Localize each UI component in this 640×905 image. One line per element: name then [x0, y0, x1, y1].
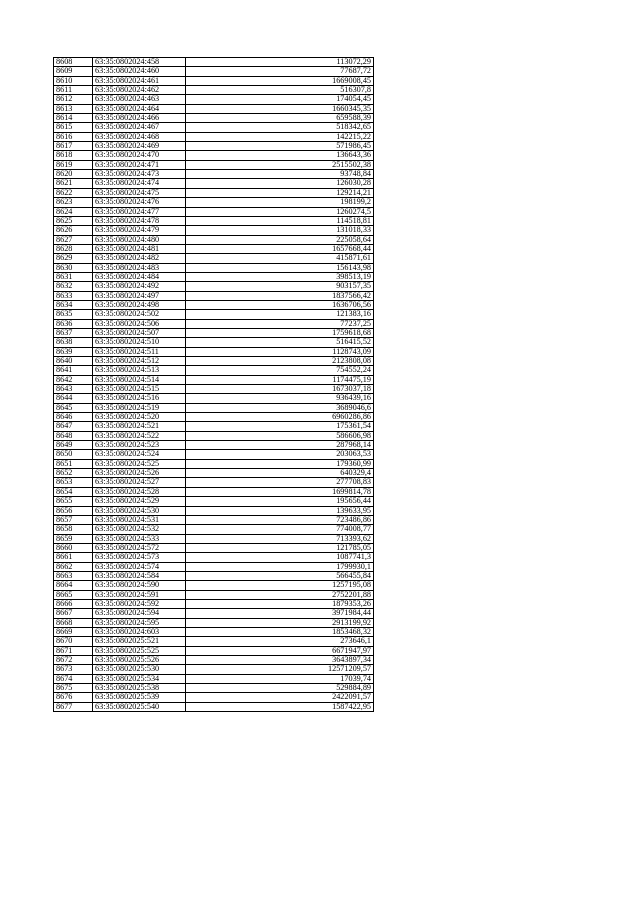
cadastral-number-cell: 63:35:0802025:539: [93, 693, 186, 702]
cadastral-number-cell: 63:35:0802024:460: [93, 67, 186, 76]
cadastral-number-cell: 63:35:0802024:514: [93, 375, 186, 384]
row-number-cell: 8662: [54, 562, 93, 571]
row-number-cell: 8676: [54, 693, 93, 702]
cadastral-number-cell: 63:35:0802024:573: [93, 553, 186, 562]
row-number-cell: 8649: [54, 441, 93, 450]
table-row: [54, 702, 374, 711]
row-number-cell: 8618: [54, 151, 93, 160]
row-number-cell: 8670: [54, 637, 93, 646]
value-cell: 6671947,97: [186, 646, 374, 655]
table-row: [54, 562, 374, 571]
table-row: [54, 160, 374, 169]
cadastral-number-cell: 63:35:0802024:469: [93, 142, 186, 151]
value-cell: 6960286,86: [186, 413, 374, 422]
table-row: [54, 319, 374, 328]
row-number-cell: 8634: [54, 300, 93, 309]
table-row: [54, 76, 374, 85]
value-cell: 1087741,3: [186, 553, 374, 562]
table-row: [54, 114, 374, 123]
row-number-cell: 8622: [54, 188, 93, 197]
value-cell: 659588,39: [186, 114, 374, 123]
cadastral-number-cell: 63:35:0802024:511: [93, 347, 186, 356]
cadastral-number-cell: 63:35:0802025:540: [93, 702, 186, 711]
value-cell: 174054,45: [186, 95, 374, 104]
value-cell: 1759618,68: [186, 328, 374, 337]
value-cell: 121785,05: [186, 543, 374, 552]
cadastral-number-cell: 63:35:0802024:482: [93, 254, 186, 263]
row-number-cell: 8617: [54, 142, 93, 151]
table-row: [54, 170, 374, 179]
value-cell: 2913199,92: [186, 618, 374, 627]
value-cell: 93748,84: [186, 170, 374, 179]
value-cell: 1636706,56: [186, 300, 374, 309]
value-cell: 1799930,1: [186, 562, 374, 571]
cadastral-number-cell: 63:35:0802024:595: [93, 618, 186, 627]
row-number-cell: 8629: [54, 254, 93, 263]
table-row: [54, 571, 374, 580]
row-number-cell: 8655: [54, 497, 93, 506]
table-row: [54, 478, 374, 487]
cadastral-number-cell: 63:35:0802024:574: [93, 562, 186, 571]
cadastral-number-cell: 63:35:0802024:521: [93, 422, 186, 431]
row-number-cell: 8653: [54, 478, 93, 487]
table-row: [54, 543, 374, 552]
value-cell: 754552,24: [186, 366, 374, 375]
value-cell: 586606,98: [186, 431, 374, 440]
row-number-cell: 8625: [54, 216, 93, 225]
table-row: [54, 674, 374, 683]
cadastral-number-cell: 63:35:0802024:516: [93, 394, 186, 403]
cadastral-number-cell: 63:35:0802024:510: [93, 338, 186, 347]
row-number-cell: 8614: [54, 114, 93, 123]
cadastral-number-cell: 63:35:0802024:471: [93, 160, 186, 169]
row-number-cell: 8664: [54, 581, 93, 590]
cadastral-number-cell: 63:35:0802024:522: [93, 431, 186, 440]
value-cell: 903157,35: [186, 282, 374, 291]
table-row: [54, 132, 374, 141]
row-number-cell: 8637: [54, 328, 93, 337]
row-number-cell: 8668: [54, 618, 93, 627]
row-number-cell: 8648: [54, 431, 93, 440]
table-row: [54, 357, 374, 366]
row-number-cell: 8660: [54, 543, 93, 552]
table-row: [54, 104, 374, 113]
row-number-cell: 8633: [54, 291, 93, 300]
cadastral-number-cell: 63:35:0802024:533: [93, 534, 186, 543]
table-row: [54, 291, 374, 300]
row-number-cell: 8638: [54, 338, 93, 347]
row-number-cell: 8626: [54, 226, 93, 235]
cadastral-number-cell: 63:35:0802024:479: [93, 226, 186, 235]
value-cell: 12571209,57: [186, 665, 374, 674]
row-number-cell: 8613: [54, 104, 93, 113]
value-cell: 273646,1: [186, 637, 374, 646]
table-row: [54, 618, 374, 627]
value-cell: 136643,36: [186, 151, 374, 160]
row-number-cell: 8639: [54, 347, 93, 356]
cadastral-number-cell: 63:35:0802024:468: [93, 132, 186, 141]
row-number-cell: 8630: [54, 263, 93, 272]
table-row: [54, 207, 374, 216]
cadastral-number-cell: 63:35:0802024:477: [93, 207, 186, 216]
value-cell: 195656,44: [186, 497, 374, 506]
row-number-cell: 8650: [54, 450, 93, 459]
row-number-cell: 8658: [54, 525, 93, 534]
value-cell: 1879353,26: [186, 599, 374, 608]
cadastral-number-cell: 63:35:0802024:476: [93, 198, 186, 207]
table-row: [54, 300, 374, 309]
value-cell: 3643897,34: [186, 656, 374, 665]
value-cell: 17039,74: [186, 674, 374, 683]
table-row: [54, 254, 374, 263]
table-row: [54, 637, 374, 646]
value-cell: 114518,81: [186, 216, 374, 225]
table-row: [54, 86, 374, 95]
row-number-cell: 8674: [54, 674, 93, 683]
value-cell: 1699814,78: [186, 487, 374, 496]
row-number-cell: 8677: [54, 702, 93, 711]
table-row: [54, 497, 374, 506]
row-number-cell: 8663: [54, 571, 93, 580]
row-number-cell: 8611: [54, 86, 93, 95]
row-number-cell: 8615: [54, 123, 93, 132]
row-number-cell: 8669: [54, 627, 93, 636]
value-cell: 1257195,08: [186, 581, 374, 590]
cadastral-number-cell: 63:35:0802024:572: [93, 543, 186, 552]
row-number-cell: 8673: [54, 665, 93, 674]
row-number-cell: 8627: [54, 235, 93, 244]
cadastral-number-cell: 63:35:0802024:473: [93, 170, 186, 179]
table-row: [54, 179, 374, 188]
table-row: [54, 142, 374, 151]
row-number-cell: 8616: [54, 132, 93, 141]
row-number-cell: 8619: [54, 160, 93, 169]
row-number-cell: 8608: [54, 58, 93, 67]
cadastral-number-cell: 63:35:0802024:526: [93, 469, 186, 478]
cadastral-number-cell: 63:35:0802024:524: [93, 450, 186, 459]
table-row: [54, 684, 374, 693]
table-row: [54, 385, 374, 394]
table-row: [54, 627, 374, 636]
value-cell: 1673037,18: [186, 385, 374, 394]
value-cell: 3971984,44: [186, 609, 374, 618]
cadastral-number-cell: 63:35:0802025:525: [93, 646, 186, 655]
row-number-cell: 8636: [54, 319, 93, 328]
cadastral-number-cell: 63:35:0802024:466: [93, 114, 186, 123]
row-number-cell: 8646: [54, 413, 93, 422]
cadastral-number-cell: 63:35:0802024:463: [93, 95, 186, 104]
value-cell: 179360,99: [186, 459, 374, 468]
row-number-cell: 8672: [54, 656, 93, 665]
cadastral-number-cell: 63:35:0802024:592: [93, 599, 186, 608]
table-row: [54, 366, 374, 375]
value-cell: 415871,61: [186, 254, 374, 263]
cadastral-number-cell: 63:35:0802025:538: [93, 684, 186, 693]
value-cell: 516415,52: [186, 338, 374, 347]
value-cell: 1660345,35: [186, 104, 374, 113]
cadastral-number-cell: 63:35:0802024:525: [93, 459, 186, 468]
row-number-cell: 8667: [54, 609, 93, 618]
cadastral-number-cell: 63:35:0802024:520: [93, 413, 186, 422]
row-number-cell: 8628: [54, 244, 93, 253]
table-row: [54, 216, 374, 225]
row-number-cell: 8642: [54, 375, 93, 384]
table-row: [54, 413, 374, 422]
value-cell: 113072,29: [186, 58, 374, 67]
table-row: [54, 394, 374, 403]
row-number-cell: 8632: [54, 282, 93, 291]
value-cell: 1669008,45: [186, 76, 374, 85]
row-number-cell: 8665: [54, 590, 93, 599]
table-row: [54, 338, 374, 347]
cadastral-number-cell: 63:35:0802024:584: [93, 571, 186, 580]
cadastral-number-cell: 63:35:0802024:523: [93, 441, 186, 450]
cadastral-number-cell: 63:35:0802024:590: [93, 581, 186, 590]
row-number-cell: 8645: [54, 403, 93, 412]
cadastral-number-cell: 63:35:0802024:475: [93, 188, 186, 197]
value-cell: 156143,98: [186, 263, 374, 272]
value-cell: 203063,53: [186, 450, 374, 459]
table-row: [54, 525, 374, 534]
row-number-cell: 8624: [54, 207, 93, 216]
cadastral-number-cell: 63:35:0802024:506: [93, 319, 186, 328]
table-row: [54, 693, 374, 702]
row-number-cell: 8652: [54, 469, 93, 478]
table-row: [54, 431, 374, 440]
table-row: [54, 506, 374, 515]
cadastral-number-cell: 63:35:0802024:513: [93, 366, 186, 375]
cadastral-number-cell: 63:35:0802024:507: [93, 328, 186, 337]
table-row: [54, 375, 374, 384]
cadastral-number-cell: 63:35:0802024:591: [93, 590, 186, 599]
row-number-cell: 8631: [54, 272, 93, 281]
cadastral-number-cell: 63:35:0802024:532: [93, 525, 186, 534]
row-number-cell: 8666: [54, 599, 93, 608]
table-row: [54, 188, 374, 197]
cadastral-number-cell: 63:35:0802024:481: [93, 244, 186, 253]
cadastral-number-cell: 63:35:0802024:498: [93, 300, 186, 309]
table-row: [54, 403, 374, 412]
value-cell: 287968,14: [186, 441, 374, 450]
table-row: [54, 459, 374, 468]
cadastral-number-cell: 63:35:0802024:531: [93, 515, 186, 524]
table-row: [54, 590, 374, 599]
value-cell: 277708,83: [186, 478, 374, 487]
row-number-cell: 8640: [54, 357, 93, 366]
value-cell: 225058,64: [186, 235, 374, 244]
table-row: [54, 67, 374, 76]
row-number-cell: 8610: [54, 76, 93, 85]
cadastral-number-cell: 63:35:0802025:521: [93, 637, 186, 646]
value-cell: 126030,28: [186, 179, 374, 188]
table-body: [54, 58, 374, 712]
row-number-cell: 8671: [54, 646, 93, 655]
value-cell: 723486,86: [186, 515, 374, 524]
value-cell: 129214,21: [186, 188, 374, 197]
row-number-cell: 8641: [54, 366, 93, 375]
table-row: [54, 272, 374, 281]
table-row: [54, 235, 374, 244]
table-row: [54, 656, 374, 665]
cadastral-number-cell: 63:35:0802024:478: [93, 216, 186, 225]
cadastral-number-cell: 63:35:0802025:526: [93, 656, 186, 665]
row-number-cell: 8661: [54, 553, 93, 562]
row-number-cell: 8651: [54, 459, 93, 468]
table-row: [54, 310, 374, 319]
value-cell: 121383,16: [186, 310, 374, 319]
value-cell: 3689046,6: [186, 403, 374, 412]
cadastral-number-cell: 63:35:0802025:534: [93, 674, 186, 683]
cadastral-number-cell: 63:35:0802024:502: [93, 310, 186, 319]
row-number-cell: 8643: [54, 385, 93, 394]
table-row: [54, 123, 374, 132]
row-number-cell: 8654: [54, 487, 93, 496]
cadastral-number-cell: 63:35:0802024:483: [93, 263, 186, 272]
value-cell: 1174475,19: [186, 375, 374, 384]
value-cell: 640329,4: [186, 469, 374, 478]
table-row: [54, 58, 374, 67]
cadastral-number-cell: 63:35:0802024:467: [93, 123, 186, 132]
row-number-cell: 8647: [54, 422, 93, 431]
cadastral-table: [53, 57, 374, 712]
table-row: [54, 515, 374, 524]
value-cell: 774008,77: [186, 525, 374, 534]
value-cell: 142215,22: [186, 132, 374, 141]
cadastral-number-cell: 63:35:0802024:470: [93, 151, 186, 160]
value-cell: 936439,16: [186, 394, 374, 403]
row-number-cell: 8656: [54, 506, 93, 515]
value-cell: 2515502,38: [186, 160, 374, 169]
cadastral-number-cell: 63:35:0802024:484: [93, 272, 186, 281]
table-row: [54, 244, 374, 253]
value-cell: 529884,89: [186, 684, 374, 693]
value-cell: 2422091,57: [186, 693, 374, 702]
cadastral-number-cell: 63:35:0802024:512: [93, 357, 186, 366]
cadastral-number-cell: 63:35:0802024:497: [93, 291, 186, 300]
row-number-cell: 8657: [54, 515, 93, 524]
value-cell: 77687,72: [186, 67, 374, 76]
row-number-cell: 8612: [54, 95, 93, 104]
table-row: [54, 646, 374, 655]
table-row: [54, 450, 374, 459]
table-row: [54, 151, 374, 160]
table-row: [54, 263, 374, 272]
cadastral-number-cell: 63:35:0802024:461: [93, 76, 186, 85]
cadastral-number-cell: 63:35:0802024:462: [93, 86, 186, 95]
value-cell: 713393,62: [186, 534, 374, 543]
cadastral-number-cell: 63:35:0802024:530: [93, 506, 186, 515]
cadastral-number-cell: 63:35:0802024:474: [93, 179, 186, 188]
table-row: [54, 665, 374, 674]
cadastral-number-cell: 63:35:0802024:515: [93, 385, 186, 394]
row-number-cell: 8659: [54, 534, 93, 543]
value-cell: 1853468,32: [186, 627, 374, 636]
table-row: [54, 328, 374, 337]
value-cell: 198199,2: [186, 198, 374, 207]
table-row: [54, 441, 374, 450]
table-row: [54, 581, 374, 590]
value-cell: 518342,65: [186, 123, 374, 132]
table-row: [54, 599, 374, 608]
cadastral-number-cell: 63:35:0802024:519: [93, 403, 186, 412]
value-cell: 398513,19: [186, 272, 374, 281]
row-number-cell: 8621: [54, 179, 93, 188]
value-cell: 131018,33: [186, 226, 374, 235]
table-row: [54, 282, 374, 291]
value-cell: 1128743,09: [186, 347, 374, 356]
row-number-cell: 8623: [54, 198, 93, 207]
cadastral-number-cell: 63:35:0802024:603: [93, 627, 186, 636]
value-cell: 2752201,88: [186, 590, 374, 599]
table-row: [54, 609, 374, 618]
table-row: [54, 226, 374, 235]
cadastral-number-cell: 63:35:0802024:464: [93, 104, 186, 113]
value-cell: 77237,25: [186, 319, 374, 328]
value-cell: 516307,8: [186, 86, 374, 95]
table-row: [54, 422, 374, 431]
table-row: [54, 534, 374, 543]
table-row: [54, 469, 374, 478]
table-row: [54, 198, 374, 207]
cadastral-number-cell: 63:35:0802024:492: [93, 282, 186, 291]
row-number-cell: 8609: [54, 67, 93, 76]
table-row: [54, 347, 374, 356]
cadastral-number-cell: 63:35:0802024:528: [93, 487, 186, 496]
table-row: [54, 487, 374, 496]
cadastral-number-cell: 63:35:0802025:530: [93, 665, 186, 674]
row-number-cell: 8635: [54, 310, 93, 319]
value-cell: 139633,95: [186, 506, 374, 515]
value-cell: 175361,54: [186, 422, 374, 431]
table-row: [54, 553, 374, 562]
row-number-cell: 8644: [54, 394, 93, 403]
cadastral-number-cell: 63:35:0802024:594: [93, 609, 186, 618]
row-number-cell: 8620: [54, 170, 93, 179]
value-cell: 1587422,95: [186, 702, 374, 711]
value-cell: 566455,84: [186, 571, 374, 580]
cadastral-number-cell: 63:35:0802024:458: [93, 58, 186, 67]
value-cell: 1260274,5: [186, 207, 374, 216]
cadastral-number-cell: 63:35:0802024:529: [93, 497, 186, 506]
cadastral-number-cell: 63:35:0802024:527: [93, 478, 186, 487]
value-cell: 2123808,08: [186, 357, 374, 366]
value-cell: 571986,45: [186, 142, 374, 151]
table-row: [54, 95, 374, 104]
value-cell: 1657668,44: [186, 244, 374, 253]
value-cell: 1837566,42: [186, 291, 374, 300]
cadastral-number-cell: 63:35:0802024:480: [93, 235, 186, 244]
row-number-cell: 8675: [54, 684, 93, 693]
